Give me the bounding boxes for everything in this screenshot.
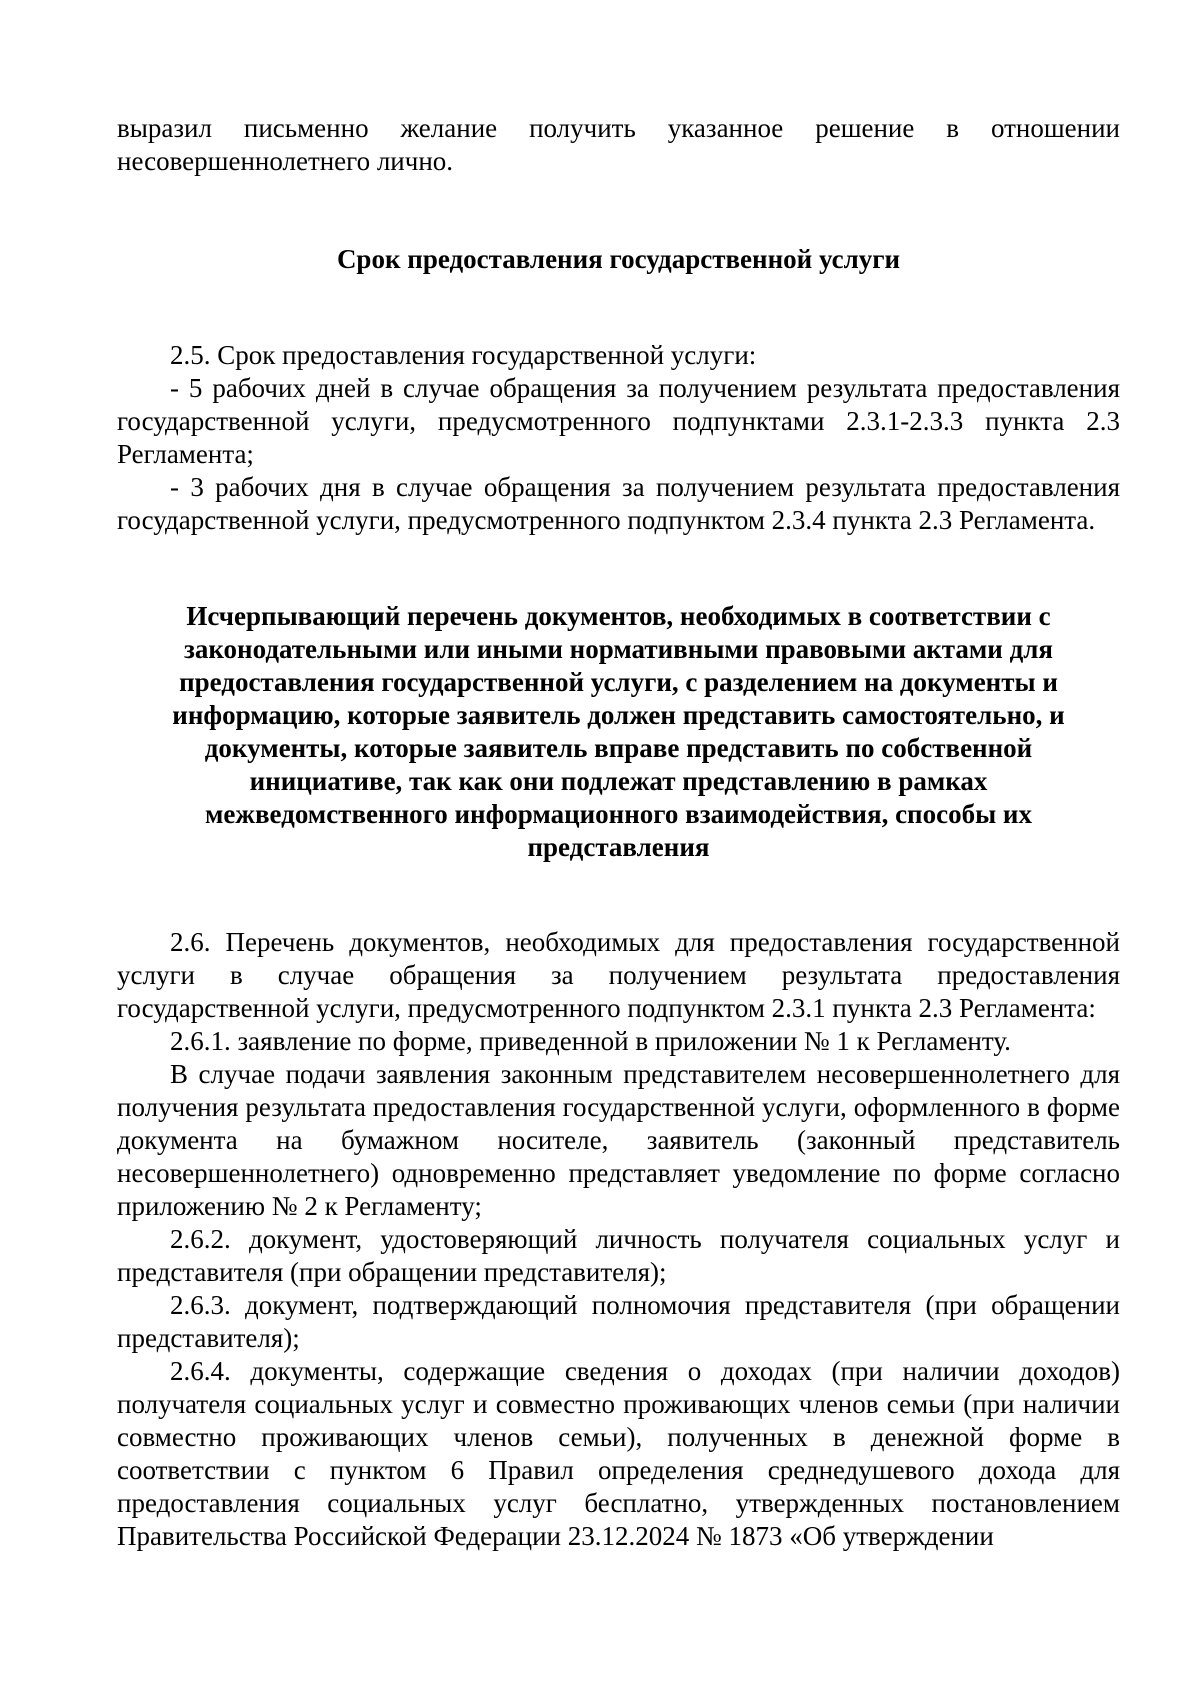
paragraph-continuation: выразил письменно желание получить указанное решение в отношении несовершеннолетнего лично. — [117, 113, 1120, 176]
paragraph-representative-notice: В случае подачи заявления законным представителем несовершеннолетнего для получения результата предоставления государственной услуги, оформленного в форме документа на бумажном носителе, заявитель (законный представитель несовершеннолетнего) одновременно представляет уведомление по форме согласно приложению № 2 к Регламенту; — [117, 1059, 1120, 1221]
list-item-3-days: - 3 рабочих дня в случае обращения за получением результата предоставления государственной услуги, предусмотренного подпунктом 2.3.4 пункта 2.3 Регламента. — [117, 472, 1120, 535]
paragraph-2-6-4: 2.6.4. документы, содержащие сведения о доходах (при наличии доходов) получателя социальных услуг и совместно проживающих членов семьи (при наличии совместно проживающих членов семьи), полученных в денежной форме в соответствии с пунктом 6 Правил определения среднедушевого дохода для предоставления социальных услуг бесплатно, утвержденных постановлением Правительства Российской Федерации 23.12.2024 № 1873 «Об утверждении — [117, 1356, 1120, 1551]
paragraph-2-6-1: 2.6.1. заявление по форме, приведенной в приложении № 1 к Регламенту. — [170, 1026, 1011, 1056]
heading-documents-list: Исчерпывающий перечень документов, необходимых в соответствии с законодательными или иными нормативными правовыми актами для предоставления государственной услуги, с разделением на документы и информацию, которые заявитель должен представить самостоятельно, и документы, которые заявитель вправе представить по собственной инициативе, так как они подлежат представлению в рамках межведомственного информационного взаимодействия, способы их представления — [172, 601, 1065, 862]
heading-service-term: Срок предоставления государственной услуги — [336, 244, 901, 274]
list-item-5-days: - 5 рабочих дней в случае обращения за получением результата предоставления государственной услуги, предусмотренного подпунктами 2.3.1-2.3.3 пункта 2.3 Регламента; — [117, 373, 1120, 469]
paragraph-2-6-2: 2.6.2. документ, удостоверяющий личность получателя социальных услуг и представителя (при обращении представителя); — [117, 1224, 1120, 1287]
paragraph-2-5: 2.5. Срок предоставления государственной услуги: — [170, 340, 757, 370]
document-page — [117, 112, 1120, 1553]
paragraph-2-6-3: 2.6.3. документ, подтверждающий полномочия представителя (при обращении представителя); — [117, 1290, 1120, 1353]
paragraph-2-6: 2.6. Перечень документов, необходимых для предоставления государственной услуги в случае обращения за получением результата предоставления государственной услуги, предусмотренного подпунктом 2.3.1 пункта 2.3 Регламента: — [117, 927, 1120, 1023]
